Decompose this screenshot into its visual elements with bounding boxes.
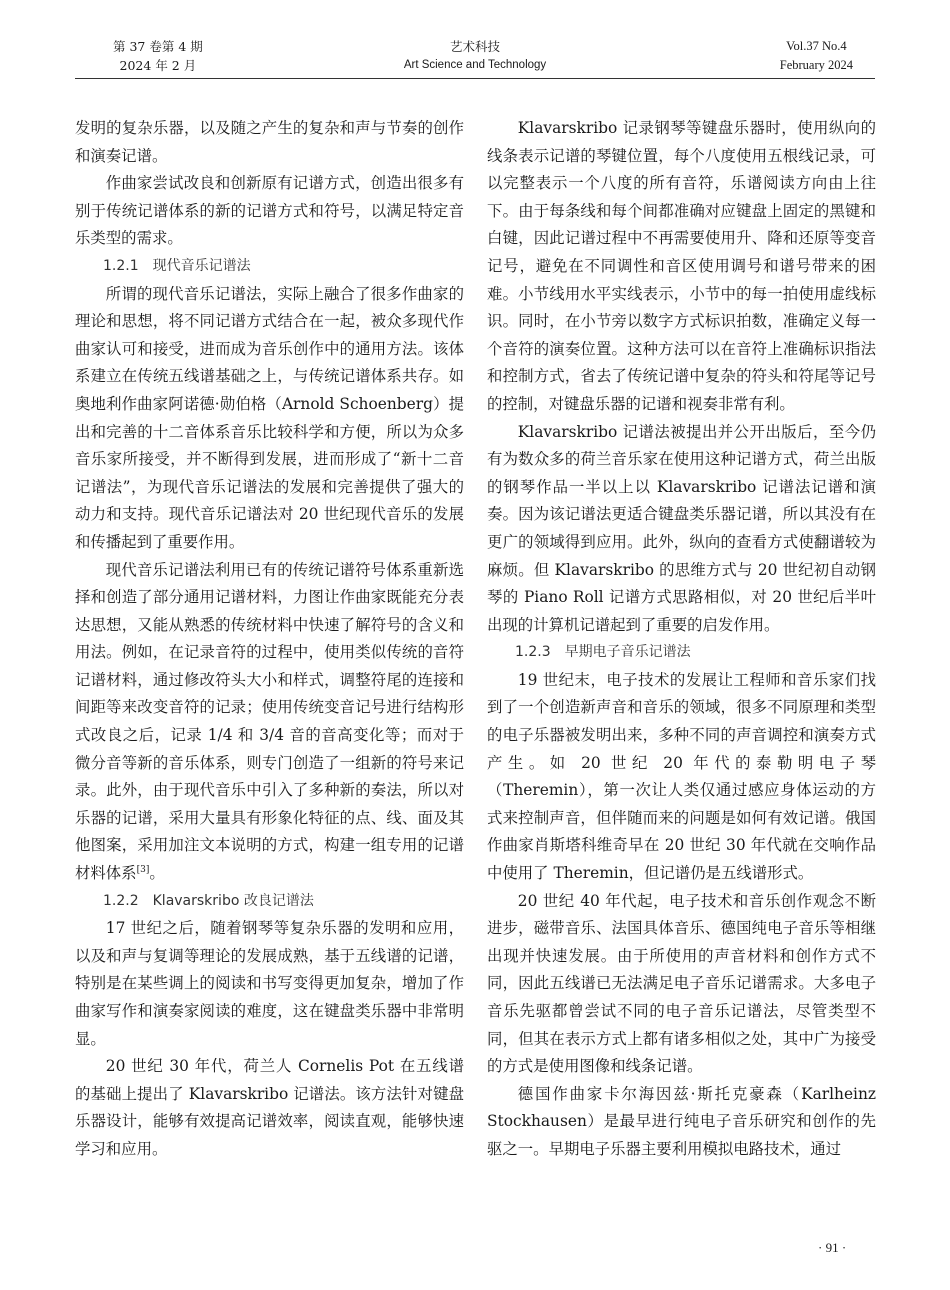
paragraph: 17 世纪之后，随着钢琴等复杂乐器的发明和应用，以及和声与复调等理论的发展成熟，基于五线谱的记谱，特别是在某些调上的阅读和书写变得更加复杂，增加了作曲家写作和演奏家阅读的难度，这在键盘类乐器中非常明显。 [75,919,464,1048]
header-rule [75,78,875,79]
paragraph [75,557,464,888]
paragraph-text: 现代音乐记谱法利用已有的传统记谱符号体系重新选择和创造了部分通用记谱材料，力图让作曲家既能充分表达思想，又能从熟悉的传统材料中快速了解符号的含义和用法。例如，在记录音符的过程中，使用类似传统的音符记谱材料，通过修改符头大小和样式，调整符尾的连接和间距等来改变音符的记录；使用传统变音记号进行结构形式改良之后，记录 1/4 和 3/4 音的音高变化等；而对于微分音等新的音乐体系，则专门创造了一组新的符号来记录。此外，由于现代音乐中引入了多种新的奏法，所以对乐器的记谱，采用大量具有形象化特征的点、线、面及其他图案，采用加注文本说明的方式，构建一组专用的记谱材料体系 [75,560,464,883]
left-column [75,115,464,1164]
paragraph: 发明的复杂乐器，以及随之产生的复杂和声与节奏的创作和演奏记谱。 [75,119,464,165]
section-heading-1-2-2: 1.2.2 Klavarskribo 改良记谱法 [103,892,314,909]
date-cn: 2024 年 2 月 [119,58,197,73]
paragraph: 19 世纪末，电子技术的发展让工程师和音乐家们找到了一个创造新声音和音乐的领域，很多不同原理和类型的电子乐器被发明出来，多种不同的声音调控和演奏方式产生。如 20 世纪 20 年代的泰勒明电子琴（Theremin），第一次让人类仅通过感应身体运动的方式来控制声音，但伴随而来的问题是如何有效记谱。俄国作曲家肖斯塔科维奇早在 20 世纪 30 年代就在交响作品中使用了 Theremin，但记谱仍是五线谱形式。 [487,670,876,883]
journal-title [75,37,875,75]
paragraph: Klavarskribo 记录钢琴等键盘乐器时，使用纵向的线条表示记谱的琴键位置，每个八度使用五根线记录，可以完整表示一个八度的所有音符，乐谱阅读方向由上往下。由于每条线和每个间都准确对应键盘上固定的黑键和白键，因此记谱过程中不再需要使用升、降和还原等变音记号，避免在不同调性和音区使用调号和谱号带来的困难。小节线用水平实线表示，小节中的每一拍使用虚线标识。同时，在小节旁以数字方式标识拍数，准确定义每一个音符的演奏位置。这种方法可以在音符上准确标识指法和控制方式，省去了传统记谱中复杂的符头和符尾等记号的控制，对键盘乐器的记谱和视奏非常有利。 [487,119,876,413]
running-header [75,34,875,80]
volume-issue-en: Vol.37 No.4 [786,39,847,53]
volume-issue-cn: 第 37 卷第 4 期 [113,39,203,54]
journal-title-cn: 艺术科技 [449,39,500,54]
paragraph: 作曲家尝试改良和创新原有记谱方式，创造出很多有别于传统记谱体系的新的记谱方式和符号，以满足特定音乐类型的需求。 [75,174,464,248]
paragraph: 20 世纪 40 年代起，电子技术和音乐创作观念不断进步，磁带音乐、法国具体音乐、德国纯电子音乐等相继出现并快速发展。由于所使用的声音材料和创作方式不同，因此五线谱已无法满足电子音乐记谱需求。大多电子音乐先驱都曾尝试不同的电子音乐记谱法，尽管类型不同，但其在表示方式上都有诸多相似之处，其中广为接受的方式是使用图像和线条记谱。 [487,891,876,1076]
paragraph: Klavarskribo 记谱法被提出并公开出版后，至今仍有为数众多的荷兰音乐家在使用这种记谱方式，荷兰出版的钢琴作品一半以上以 Klavarskribo 记谱法记谱和演奏。因为该记谱法更适合键盘类乐器记谱，所以其没有在更广的领域得到应用。此外，纵向的查看方式使翻谱较为麻烦。但 Klavarskribo 的思维方式与 20 世纪初自动钢琴的 Piano Roll 记谱方式思路相似，对 20 世纪后半叶出现的计算机记谱起到了重要的启发作用。 [487,422,876,634]
citation-ref: [3] [136,864,150,875]
journal-volume-issue-en [780,37,853,75]
paragraph: 20 世纪 30 年代，荷兰人 Cornelis Pot 在五线谱的基础上提出了 Klavarskribo 记谱法。该方法针对键盘乐器设计，能够有效提高记谱效率，阅读直观，能够快速学习和应用。 [75,1057,464,1158]
paragraph: 德国作曲家卡尔海因兹·斯托克豪森（Karlheinz Stockhausen）是最早进行纯电子音乐研究和创作的先驱之一。早期电子乐器主要利用模拟电路技术，通过 [487,1084,876,1158]
page-number: · 91 · [818,1240,847,1255]
date-en: February 2024 [779,58,853,72]
paragraph-end: 。 [149,864,165,883]
right-column [487,115,876,1164]
section-heading-1-2-3: 1.2.3 早期电子音乐记谱法 [515,644,691,661]
journal-title-en: Art Science and Technology [403,59,547,71]
section-heading-1-2-1: 1.2.1 现代音乐记谱法 [103,257,251,274]
paragraph: 所谓的现代音乐记谱法，实际上融合了很多作曲家的理论和思想，将不同记谱方式结合在一起，被众多现代作曲家认可和接受，进而成为音乐创作中的通用方法。该体系建立在传统五线谱基础之上，与传统记谱体系共存。如奥地利作曲家阿诺德·勋伯格（Arnold Schoenberg）提出和完善的十二音体系音乐比较科学和方便，所以为众多音乐家所接受，并不断得到发展，进而形成了“新十二音记谱法”，为现代音乐记谱法的发展和完善提供了强大的动力和支持。现代音乐记谱法对 20 世纪现代音乐的发展和传播起到了重要作用。 [75,284,464,551]
